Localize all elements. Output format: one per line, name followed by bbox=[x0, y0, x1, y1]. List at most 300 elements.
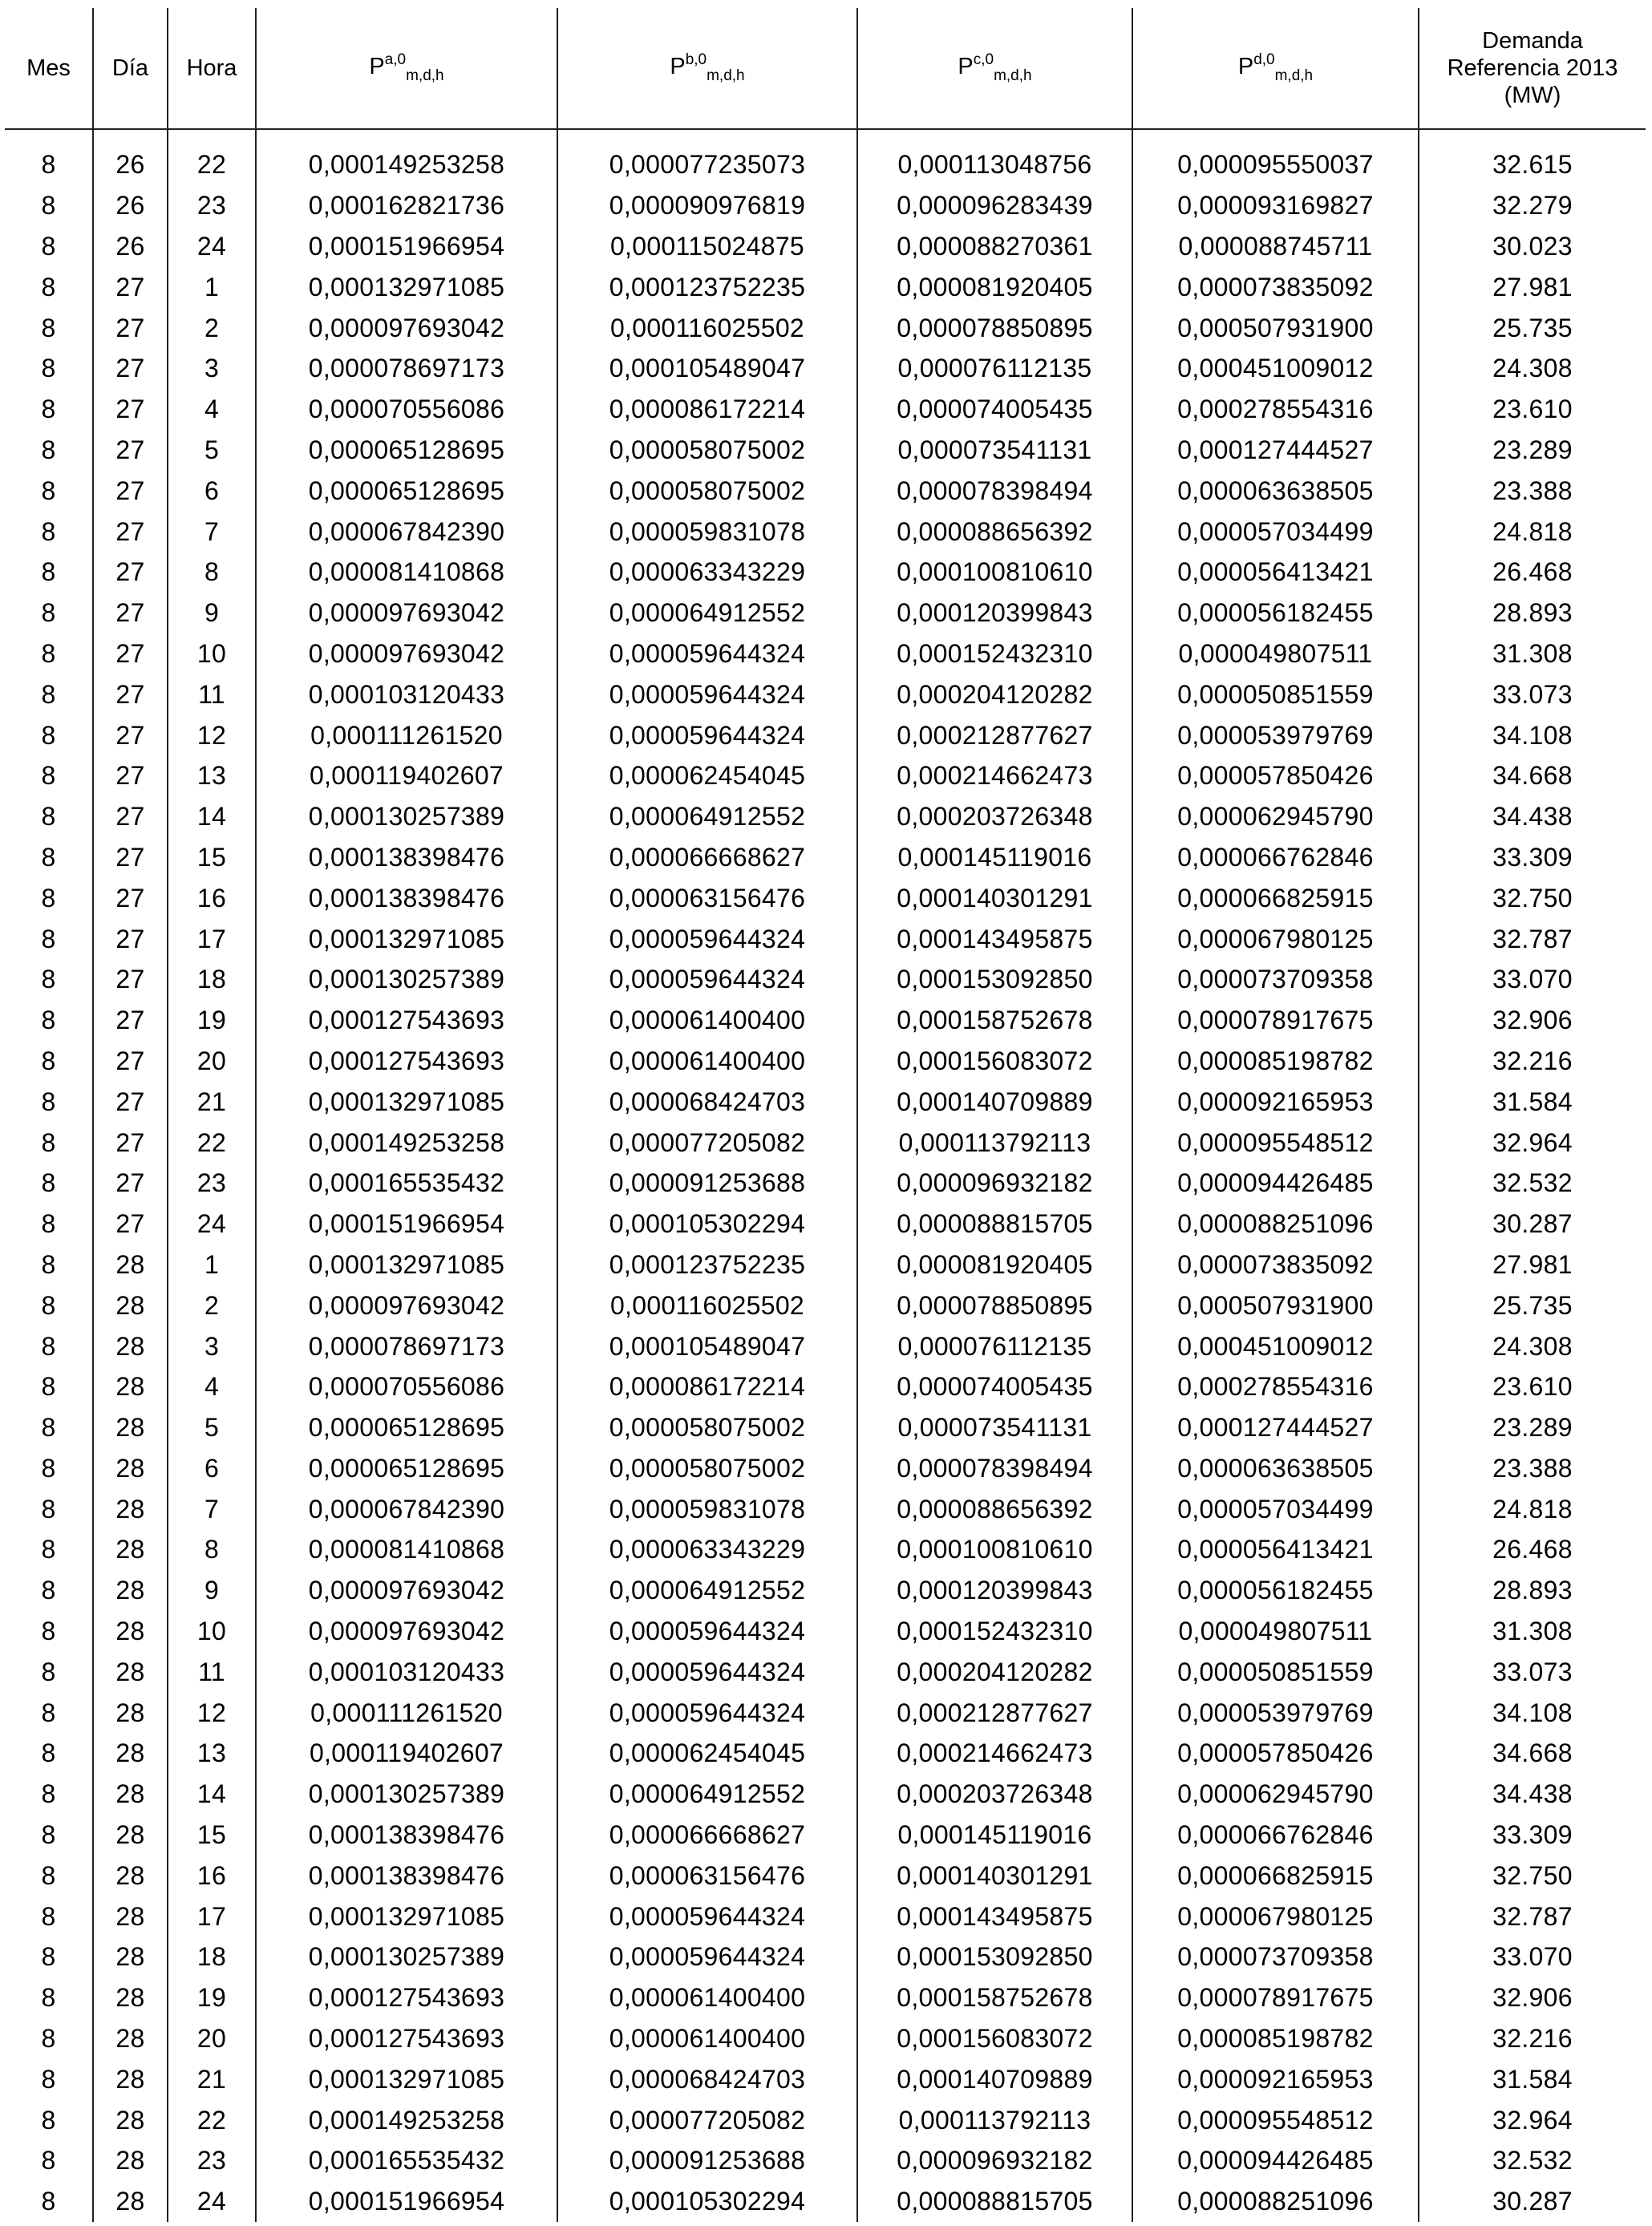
cell-hora: 15 bbox=[168, 1815, 256, 1856]
cell-pa: 0,000138398476 bbox=[256, 877, 557, 918]
cell-pb: 0,000068424703 bbox=[557, 2058, 857, 2099]
header-pa-sup: a,0 bbox=[384, 51, 407, 68]
cell-demanda: 32.964 bbox=[1419, 1122, 1646, 1163]
cell-pc: 0,000088270361 bbox=[857, 226, 1132, 267]
cell-demanda: 32.750 bbox=[1419, 1855, 1646, 1896]
cell-pa: 0,000162821736 bbox=[256, 185, 557, 226]
cell-pb: 0,000077205082 bbox=[557, 1122, 857, 1163]
cell-pa: 0,000130257389 bbox=[256, 1774, 557, 1815]
cell-dia: 27 bbox=[93, 430, 168, 471]
cell-mes: 8 bbox=[41, 1413, 56, 1443]
cell-hora: 23 bbox=[168, 185, 256, 226]
cell-mes: 8 bbox=[41, 1494, 56, 1524]
header-pd-base: P bbox=[1237, 54, 1254, 79]
cell-pb: 0,000077235073 bbox=[557, 144, 857, 185]
header-demanda-line-1: Demanda bbox=[1482, 28, 1583, 54]
cell-dia: 28 bbox=[93, 1855, 168, 1896]
cell-pd: 0,000066762846 bbox=[1132, 837, 1419, 878]
cell-hora: 22 bbox=[168, 144, 256, 185]
cell-mes: 8 bbox=[41, 1860, 56, 1890]
cell-pc: 0,000113048756 bbox=[857, 144, 1132, 185]
cell-dia: 27 bbox=[93, 959, 168, 1000]
cell-demanda: 25.735 bbox=[1419, 1285, 1646, 1325]
cell-pb: 0,000059644324 bbox=[557, 1611, 857, 1652]
cell-pb: 0,000059831078 bbox=[557, 511, 857, 552]
cell-demanda: 24.308 bbox=[1419, 1325, 1646, 1366]
cell-mes: 8 bbox=[41, 1087, 56, 1116]
cell-mes: 8 bbox=[41, 924, 56, 953]
cell-pd: 0,000073709358 bbox=[1132, 1937, 1419, 1977]
cell-pd: 0,000073709358 bbox=[1132, 959, 1419, 1000]
cell-dia: 28 bbox=[93, 1529, 168, 1570]
cell-pc: 0,000078398494 bbox=[857, 1448, 1132, 1489]
cell-mes: 8 bbox=[41, 2064, 56, 2094]
table-row bbox=[5, 1325, 1646, 1366]
cell-pc: 0,000153092850 bbox=[857, 1937, 1132, 1977]
cell-mes: 8 bbox=[41, 720, 56, 750]
cell-demanda: 27.981 bbox=[1419, 266, 1646, 307]
cell-pa: 0,000078697173 bbox=[256, 348, 557, 389]
cell-hora: 24 bbox=[168, 226, 256, 267]
cell-pd: 0,000066825915 bbox=[1132, 877, 1419, 918]
cell-pa: 0,000127543693 bbox=[256, 1000, 557, 1041]
cell-pb: 0,000061400400 bbox=[557, 2018, 857, 2059]
cell-pb: 0,000059644324 bbox=[557, 633, 857, 674]
cell-dia: 28 bbox=[93, 2181, 168, 2222]
cell-pa: 0,000138398476 bbox=[256, 837, 557, 878]
cell-pd: 0,000078917675 bbox=[1132, 1977, 1419, 2018]
cell-pb: 0,000059644324 bbox=[557, 1692, 857, 1733]
cell-demanda: 32.279 bbox=[1419, 185, 1646, 226]
cell-pc: 0,000153092850 bbox=[857, 959, 1132, 1000]
header-pa-base: P bbox=[369, 54, 385, 79]
cell-dia: 26 bbox=[93, 185, 168, 226]
cell-pd: 0,000057034499 bbox=[1132, 511, 1419, 552]
header-hora: Hora bbox=[168, 8, 256, 129]
cell-pc: 0,000088656392 bbox=[857, 1488, 1132, 1529]
cell-pd: 0,000057034499 bbox=[1132, 1488, 1419, 1529]
cell-demanda: 30.287 bbox=[1419, 2181, 1646, 2222]
cell-pd: 0,000053979769 bbox=[1132, 1692, 1419, 1733]
cell-pc: 0,000143495875 bbox=[857, 1896, 1132, 1937]
cell-pd: 0,000056182455 bbox=[1132, 593, 1419, 633]
cell-dia: 27 bbox=[93, 837, 168, 878]
cell-mes: 8 bbox=[41, 1657, 56, 1686]
table-header bbox=[5, 8, 1646, 144]
cell-pd: 0,000085198782 bbox=[1132, 1041, 1419, 1082]
table-row bbox=[5, 1488, 1646, 1529]
cell-mes: 8 bbox=[41, 2146, 56, 2175]
cell-pa: 0,000127543693 bbox=[256, 1977, 557, 2018]
table-row bbox=[5, 714, 1646, 755]
cell-pd: 0,000066762846 bbox=[1132, 1815, 1419, 1856]
cell-pd: 0,000092165953 bbox=[1132, 1081, 1419, 1122]
header-pb bbox=[557, 8, 857, 129]
cell-hora: 2 bbox=[168, 1285, 256, 1325]
table-row bbox=[5, 755, 1646, 796]
cell-demanda: 24.818 bbox=[1419, 511, 1646, 552]
cell-pc: 0,000145119016 bbox=[857, 837, 1132, 878]
cell-dia: 28 bbox=[93, 1896, 168, 1937]
cell-pd: 0,000053979769 bbox=[1132, 714, 1419, 755]
table-row bbox=[5, 1651, 1646, 1692]
cell-demanda: 32.787 bbox=[1419, 918, 1646, 959]
cell-hora: 8 bbox=[168, 552, 256, 593]
cell-dia: 28 bbox=[93, 1651, 168, 1692]
cell-pb: 0,000059644324 bbox=[557, 674, 857, 714]
cell-pb: 0,000061400400 bbox=[557, 1977, 857, 2018]
cell-hora: 21 bbox=[168, 1081, 256, 1122]
cell-pd: 0,000088251096 bbox=[1132, 2181, 1419, 2222]
header-pb-label bbox=[670, 51, 745, 84]
cell-pb: 0,000091253688 bbox=[557, 1163, 857, 1204]
cell-mes: 8 bbox=[41, 150, 56, 180]
cell-mes: 8 bbox=[41, 1331, 56, 1361]
cell-pd: 0,000507931900 bbox=[1132, 307, 1419, 348]
cell-hora: 23 bbox=[168, 1163, 256, 1204]
header-demanda-line-2: Referencia 2013 bbox=[1447, 55, 1618, 81]
cell-pb: 0,000064912552 bbox=[557, 1774, 857, 1815]
table-row bbox=[5, 389, 1646, 430]
cell-pd: 0,000095548512 bbox=[1132, 2099, 1419, 2140]
cell-pb: 0,000091253688 bbox=[557, 2140, 857, 2181]
header-mes: Mes bbox=[5, 8, 93, 129]
cell-mes: 8 bbox=[41, 679, 56, 709]
cell-demanda: 33.309 bbox=[1419, 837, 1646, 878]
cell-pa: 0,000138398476 bbox=[256, 1815, 557, 1856]
cell-pa: 0,000070556086 bbox=[256, 389, 557, 430]
cell-mes: 8 bbox=[41, 313, 56, 342]
cell-dia: 27 bbox=[93, 266, 168, 307]
cell-pc: 0,000214662473 bbox=[857, 755, 1132, 796]
cell-pc: 0,000113792113 bbox=[857, 1122, 1132, 1163]
cell-demanda: 30.023 bbox=[1419, 226, 1646, 267]
cell-pb: 0,000105489047 bbox=[557, 348, 857, 389]
cell-mes: 8 bbox=[41, 1738, 56, 1768]
header-pb-sub: m,d,h bbox=[707, 67, 745, 84]
table-row bbox=[5, 144, 1646, 185]
table-row bbox=[5, 1122, 1646, 1163]
cell-pa: 0,000132971085 bbox=[256, 918, 557, 959]
cell-hora: 6 bbox=[168, 470, 256, 511]
table-row bbox=[5, 2099, 1646, 2140]
header-pa-label bbox=[369, 51, 444, 84]
cell-dia: 28 bbox=[93, 1611, 168, 1652]
cell-hora: 9 bbox=[168, 593, 256, 633]
cell-pb: 0,000058075002 bbox=[557, 1407, 857, 1448]
cell-pd: 0,000062945790 bbox=[1132, 796, 1419, 837]
header-pc bbox=[857, 8, 1132, 129]
cell-hora: 9 bbox=[168, 1570, 256, 1611]
header-pc-sub: m,d,h bbox=[994, 67, 1032, 84]
cell-demanda: 32.906 bbox=[1419, 1977, 1646, 2018]
cell-pb: 0,000059831078 bbox=[557, 1488, 857, 1529]
cell-demanda: 31.308 bbox=[1419, 633, 1646, 674]
cell-pc: 0,000074005435 bbox=[857, 1366, 1132, 1407]
cell-pa: 0,000070556086 bbox=[256, 1366, 557, 1407]
header-pc-sup: c,0 bbox=[973, 51, 994, 68]
header-pd bbox=[1132, 8, 1419, 129]
table-row bbox=[5, 1204, 1646, 1245]
cell-pc: 0,000088815705 bbox=[857, 1204, 1132, 1245]
table-row bbox=[5, 837, 1646, 878]
header-pb-base: P bbox=[670, 54, 686, 79]
cell-demanda: 32.532 bbox=[1419, 2140, 1646, 2181]
cell-dia: 28 bbox=[93, 2140, 168, 2181]
cell-pa: 0,000132971085 bbox=[256, 2058, 557, 2099]
cell-demanda: 32.750 bbox=[1419, 877, 1646, 918]
cell-pb: 0,000058075002 bbox=[557, 430, 857, 471]
table-row bbox=[5, 470, 1646, 511]
header-pd-label bbox=[1237, 51, 1314, 84]
cell-pc: 0,000140709889 bbox=[857, 2058, 1132, 2099]
cell-demanda: 33.309 bbox=[1419, 1815, 1646, 1856]
cell-mes: 8 bbox=[41, 272, 56, 302]
cell-pa: 0,000078697173 bbox=[256, 1325, 557, 1366]
cell-demanda: 34.108 bbox=[1419, 714, 1646, 755]
cell-pd: 0,000063638505 bbox=[1132, 1448, 1419, 1489]
cell-mes: 8 bbox=[41, 598, 56, 628]
cell-pd: 0,000078917675 bbox=[1132, 1000, 1419, 1041]
cell-pb: 0,000116025502 bbox=[557, 307, 857, 348]
cell-pa: 0,000138398476 bbox=[256, 1855, 557, 1896]
cell-demanda: 32.787 bbox=[1419, 1896, 1646, 1937]
cell-pa: 0,000130257389 bbox=[256, 1937, 557, 1977]
cell-pa: 0,000111261520 bbox=[256, 1692, 557, 1733]
cell-hora: 11 bbox=[168, 1651, 256, 1692]
cell-pd: 0,000056413421 bbox=[1132, 1529, 1419, 1570]
cell-pa: 0,000165535432 bbox=[256, 2140, 557, 2181]
cell-dia: 28 bbox=[93, 1570, 168, 1611]
cell-hora: 17 bbox=[168, 918, 256, 959]
cell-mes: 8 bbox=[41, 1127, 56, 1157]
cell-dia: 27 bbox=[93, 1081, 168, 1122]
cell-demanda: 28.893 bbox=[1419, 1570, 1646, 1611]
table-row bbox=[5, 1570, 1646, 1611]
cell-pa: 0,000127543693 bbox=[256, 1041, 557, 1082]
cell-pa: 0,000081410868 bbox=[256, 552, 557, 593]
header-pd-sub: m,d,h bbox=[1274, 67, 1314, 84]
cell-demanda: 32.964 bbox=[1419, 2099, 1646, 2140]
cell-hora: 19 bbox=[168, 1000, 256, 1041]
table-row bbox=[5, 633, 1646, 674]
cell-pa: 0,000097693042 bbox=[256, 1611, 557, 1652]
cell-demanda: 26.468 bbox=[1419, 552, 1646, 593]
cell-mes: 8 bbox=[41, 516, 56, 546]
cell-dia: 27 bbox=[93, 470, 168, 511]
table-row bbox=[5, 1448, 1646, 1489]
table-row bbox=[5, 593, 1646, 633]
cell-mes: 8 bbox=[41, 761, 56, 791]
cell-pc: 0,000120399843 bbox=[857, 593, 1132, 633]
cell-pb: 0,000115024875 bbox=[557, 226, 857, 267]
cell-demanda: 23.610 bbox=[1419, 389, 1646, 430]
cell-demanda: 34.108 bbox=[1419, 1692, 1646, 1733]
cell-pc: 0,000204120282 bbox=[857, 674, 1132, 714]
table-row bbox=[5, 1937, 1646, 1977]
cell-demanda: 23.289 bbox=[1419, 430, 1646, 471]
cell-pa: 0,000103120433 bbox=[256, 1651, 557, 1692]
cell-dia: 27 bbox=[93, 348, 168, 389]
table-body bbox=[5, 144, 1646, 2222]
cell-demanda: 27.981 bbox=[1419, 1245, 1646, 1285]
cell-pa: 0,000149253258 bbox=[256, 144, 557, 185]
cell-hora: 4 bbox=[168, 389, 256, 430]
cell-pc: 0,000096932182 bbox=[857, 1163, 1132, 1204]
cell-pc: 0,000088656392 bbox=[857, 511, 1132, 552]
cell-pc: 0,000100810610 bbox=[857, 1529, 1132, 1570]
cell-pb: 0,000066668627 bbox=[557, 1815, 857, 1856]
table-row bbox=[5, 1407, 1646, 1448]
table-row bbox=[5, 877, 1646, 918]
cell-demanda: 33.073 bbox=[1419, 1651, 1646, 1692]
cell-mes: 8 bbox=[41, 1779, 56, 1809]
cell-mes: 8 bbox=[41, 476, 56, 505]
cell-demanda: 34.438 bbox=[1419, 1774, 1646, 1815]
cell-pc: 0,000203726348 bbox=[857, 1774, 1132, 1815]
cell-pa: 0,000097693042 bbox=[256, 307, 557, 348]
cell-dia: 28 bbox=[93, 1448, 168, 1489]
cell-pc: 0,000096283439 bbox=[857, 185, 1132, 226]
cell-pa: 0,000130257389 bbox=[256, 796, 557, 837]
cell-pc: 0,000076112135 bbox=[857, 348, 1132, 389]
cell-pb: 0,000063343229 bbox=[557, 552, 857, 593]
cell-pa: 0,000149253258 bbox=[256, 2099, 557, 2140]
cell-pb: 0,000116025502 bbox=[557, 1285, 857, 1325]
cell-pd: 0,000062945790 bbox=[1132, 1774, 1419, 1815]
table-row bbox=[5, 1774, 1646, 1815]
cell-pc: 0,000081920405 bbox=[857, 266, 1132, 307]
table-row bbox=[5, 1733, 1646, 1774]
cell-dia: 27 bbox=[93, 552, 168, 593]
cell-hora: 23 bbox=[168, 2140, 256, 2181]
cell-pc: 0,000140301291 bbox=[857, 877, 1132, 918]
cell-pa: 0,000119402607 bbox=[256, 755, 557, 796]
cell-pa: 0,000065128695 bbox=[256, 1407, 557, 1448]
cell-dia: 28 bbox=[93, 1325, 168, 1366]
cell-mes: 8 bbox=[41, 354, 56, 383]
cell-hora: 19 bbox=[168, 1977, 256, 2018]
cell-demanda: 32.615 bbox=[1419, 144, 1646, 185]
table-row bbox=[5, 796, 1646, 837]
table-row bbox=[5, 918, 1646, 959]
cell-hora: 22 bbox=[168, 2099, 256, 2140]
cell-mes: 8 bbox=[41, 1453, 56, 1483]
table-row bbox=[5, 2058, 1646, 2099]
cell-hora: 20 bbox=[168, 2018, 256, 2059]
cell-pa: 0,000119402607 bbox=[256, 1733, 557, 1774]
cell-pa: 0,000151966954 bbox=[256, 1204, 557, 1245]
cell-demanda: 23.388 bbox=[1419, 470, 1646, 511]
cell-pd: 0,000056182455 bbox=[1132, 1570, 1419, 1611]
cell-mes: 8 bbox=[41, 965, 56, 994]
cell-hora: 16 bbox=[168, 877, 256, 918]
cell-hora: 24 bbox=[168, 1204, 256, 1245]
cell-dia: 27 bbox=[93, 877, 168, 918]
cell-hora: 8 bbox=[168, 1529, 256, 1570]
cell-pd: 0,000278554316 bbox=[1132, 1366, 1419, 1407]
cell-pc: 0,000078850895 bbox=[857, 307, 1132, 348]
cell-pb: 0,000059644324 bbox=[557, 1651, 857, 1692]
table-row bbox=[5, 2140, 1646, 2181]
cell-hora: 21 bbox=[168, 2058, 256, 2099]
cell-demanda: 31.584 bbox=[1419, 2058, 1646, 2099]
cell-demanda: 28.893 bbox=[1419, 593, 1646, 633]
cell-demanda: 32.216 bbox=[1419, 1041, 1646, 1082]
cell-mes: 8 bbox=[41, 883, 56, 913]
cell-dia: 26 bbox=[93, 226, 168, 267]
cell-pd: 0,000507931900 bbox=[1132, 1285, 1419, 1325]
cell-pa: 0,000165535432 bbox=[256, 1163, 557, 1204]
cell-pb: 0,000063156476 bbox=[557, 1855, 857, 1896]
header-pc-label bbox=[958, 51, 1032, 84]
cell-pb: 0,000077205082 bbox=[557, 2099, 857, 2140]
cell-pa: 0,000127543693 bbox=[256, 2018, 557, 2059]
cell-pc: 0,000156083072 bbox=[857, 2018, 1132, 2059]
cell-dia: 27 bbox=[93, 1041, 168, 1082]
table-row bbox=[5, 1081, 1646, 1122]
cell-pb: 0,000062454045 bbox=[557, 755, 857, 796]
cell-pb: 0,000066668627 bbox=[557, 837, 857, 878]
cell-pc: 0,000156083072 bbox=[857, 1041, 1132, 1082]
cell-pb: 0,000086172214 bbox=[557, 389, 857, 430]
cell-pd: 0,000451009012 bbox=[1132, 348, 1419, 389]
cell-pd: 0,000095548512 bbox=[1132, 1122, 1419, 1163]
cell-hora: 10 bbox=[168, 1611, 256, 1652]
cell-pd: 0,000073835092 bbox=[1132, 266, 1419, 307]
cell-dia: 27 bbox=[93, 755, 168, 796]
table-row bbox=[5, 1000, 1646, 1041]
cell-pa: 0,000067842390 bbox=[256, 511, 557, 552]
cell-pc: 0,000152432310 bbox=[857, 1611, 1132, 1652]
table-row bbox=[5, 2018, 1646, 2059]
cell-mes: 8 bbox=[41, 2105, 56, 2135]
cell-pa: 0,000132971085 bbox=[256, 266, 557, 307]
table-row bbox=[5, 185, 1646, 226]
cell-pd: 0,000094426485 bbox=[1132, 2140, 1419, 2181]
cell-dia: 28 bbox=[93, 2058, 168, 2099]
cell-dia: 27 bbox=[93, 796, 168, 837]
cell-pc: 0,000096932182 bbox=[857, 2140, 1132, 2181]
cell-pc: 0,000214662473 bbox=[857, 1733, 1132, 1774]
cell-demanda: 32.906 bbox=[1419, 1000, 1646, 1041]
cell-pb: 0,000059644324 bbox=[557, 1896, 857, 1937]
cell-mes: 8 bbox=[41, 1372, 56, 1402]
cell-pc: 0,000204120282 bbox=[857, 1651, 1132, 1692]
cell-pd: 0,000073835092 bbox=[1132, 1245, 1419, 1285]
cell-dia: 28 bbox=[93, 1245, 168, 1285]
cell-dia: 27 bbox=[93, 674, 168, 714]
table-row bbox=[5, 1611, 1646, 1652]
cell-dia: 28 bbox=[93, 1815, 168, 1856]
header-pd-sup: d,0 bbox=[1253, 51, 1275, 68]
header-dia: Día bbox=[93, 8, 168, 129]
cell-dia: 28 bbox=[93, 1285, 168, 1325]
cell-pb: 0,000105489047 bbox=[557, 1325, 857, 1366]
cell-pc: 0,000145119016 bbox=[857, 1815, 1132, 1856]
header-pa bbox=[256, 8, 557, 129]
data-table bbox=[5, 8, 1646, 2222]
cell-mes: 8 bbox=[41, 1820, 56, 1850]
cell-demanda: 33.073 bbox=[1419, 674, 1646, 714]
cell-demanda: 31.584 bbox=[1419, 1081, 1646, 1122]
cell-pb: 0,000123752235 bbox=[557, 1245, 857, 1285]
cell-pa: 0,000065128695 bbox=[256, 470, 557, 511]
table-row bbox=[5, 1896, 1646, 1937]
cell-hora: 14 bbox=[168, 796, 256, 837]
table-row bbox=[5, 552, 1646, 593]
header-pc-base: P bbox=[958, 54, 974, 79]
